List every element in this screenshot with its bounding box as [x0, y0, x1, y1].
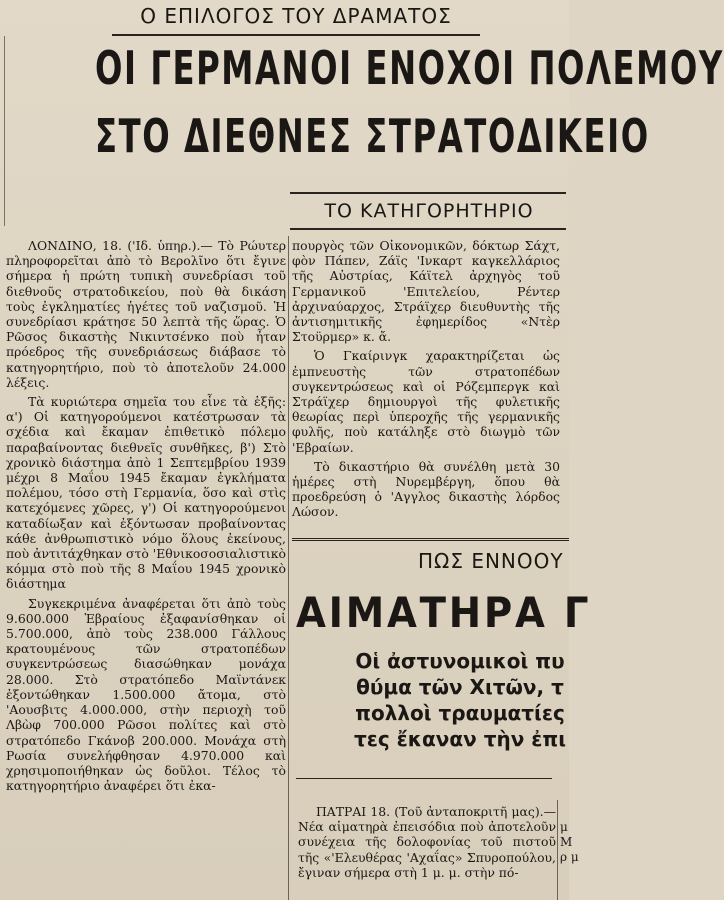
second-article-subheadline: [300, 648, 620, 752]
article-paragraph: Τὰ κυριώτερα σημεῖα του εἶνε τὰ ἑξῆς: α') Οἱ κατηγορούμενοι κατέστρωσαν τὰ σχέδια καὶ ἔκαμαν ἐπιθετικὸ πόλεμο παραβαίνοντας διεθνεῖς συνθῆκες, β') Στὸ χρονικὸ διάστημα ἀπὸ 1 Σεπτεμβρίου 1939 μέχρι 8 Μαΐου 1945 ἔκαμαν ἐγκλήματα πολέμου, τόσο στὴ Γερμανία, ὅσο καὶ στὶς κατεχόμενες χῶρες, γ') Οἱ κατηγορούμενοι καταδίωξαν καὶ ἐξόντωσαν προβαίνοντας κάθε ἀνθρωπιστικὸ νόμο ὅλους ἐκείνους, ποὺ ἀντιτάχθηκαν στὸ 'Εθνικοσοσιαλιστικὸ κόμμα στὸ ποὺ τῆς 8 Μαΐου 1945 χρονικὸ διάστημα: [6, 394, 286, 592]
article-paragraph: ΠΑΤΡΑΙ 18. (Τοῦ ἀνταποκριτῆ μας).— Νέα αἱματηρὰ ἐπεισόδια ποὺ ἀποτελοῦν συνέχεια τῆς δολοφονίας τοῦ πιστοῦ τῆς «'Ελευθέρας 'Αχαΐας» Σπυροπούλου, ἔγιναν σήμερα στὴ 1 μ. μ. στὴν πό-: [298, 804, 556, 880]
subheadline-line: Οἱ ἀστυνομικοὶ πυ: [355, 649, 565, 673]
article-paragraph: Ὁ Γκαίρινγκ χαρακτηρίζεται ὡς ἐμπνευστὴς τῶν στρατοπέδων συγκεντρώσεως καὶ οἱ Ρόζεμπεργκ καὶ Στράϊχερ δημιουργοὶ τῆς φυλετικῆς θεωρίας περὶ ὑπεροχῆς τῆς γερμανικῆς φυλῆς, ποὺ κατάληξε στὸ διωγμὸ τῶν 'Εβραίων.: [292, 348, 560, 455]
main-headline-line-2: ΣΤΟ ΔΙΕΘΝΕΣ ΣΤΡΑΤΟΔΙΚΕΙΟ: [95, 109, 650, 163]
subheadline-line: τες ἔκαναν τὴν ἐπι: [353, 727, 567, 751]
article-paragraph: ΛΟΝΔΙΝΟ, 18. ('Ιδ. ὑπηρ.).— Τὸ Ρώυτερ πληροφορεῖται ἀπὸ τὸ Βερολῖνο ὅτι ἔγινε σήμερα ἡ πρώτη τυπικὴ συνεδρίασι τοῦ διεθνοῦς στρατοδικείου, ποὺ θὰ δικάση τοὺς ἐγκληματίες ἡγέτες τοῦ ναζισμοῦ. Ἡ συνεδρίασι κράτησε 50 λεπτὰ τῆς ὥρας. Ὁ Ρῶσος δικαστὴς Νικιντσένκο ποὺ ἦταν πρόεδρος τῆς συνεδριάσεως διάβασε τὸ κατηγορητήριο, ποὺ τὸ ἀποτελοῦν 24.000 λέξεις.: [6, 238, 286, 390]
subheadline-line: θύμα τῶν Χιτῶν, τ: [356, 675, 564, 699]
second-article-kicker: ΠΩΣ ΕΝΝΟΟΥ: [418, 549, 564, 573]
cropped-column-fragment: μ M ρ μ: [560, 820, 579, 865]
bottom-article-rule: [296, 778, 552, 779]
left-margin-rule: [4, 36, 5, 226]
main-headline-line-1: ΟΙ ΓΕΡΜΑΝΟΙ ΕΝΟΧΟΙ ΠΟΛΕΜΟΥ: [95, 41, 724, 95]
column-divider: [288, 236, 289, 900]
subheadline-line: πολλοὶ τραυματίες: [355, 701, 565, 725]
article-paragraph: πουργὸς τῶν Οἰκονομικῶν, δόκτωρ Σάχτ, φὸν Πάπεν, Ζάϊς 'Ινκαρτ καγκελλάριος τῆς Αὐστρίας, Κάϊτελ ἀρχηγὸς τοῦ Γερμανικοῦ 'Επιτελείου, Ρέντερ ἀρχιναύαρχος, Στράϊχερ διευθυντὴς τῆς ἀντισημιτικῆς ἐφημερίδος «Ντὲρ Στοϋρμερ» κ. ἄ.: [292, 238, 560, 345]
section-title-rule: [290, 228, 566, 230]
kicker-headline: Ο ΕΠΙΛΟΓΟΣ ΤΟΥ ΔΡΑΜΑΤΟΣ: [112, 4, 480, 36]
bottom-column-divider: [557, 800, 558, 900]
second-article-body: [298, 804, 556, 880]
article-left-column: [6, 238, 286, 793]
headline-bottom-rule: [290, 192, 566, 194]
article-paragraph: Συγκεκριμένα ἀναφέρεται ὅτι ἀπὸ τοὺς 9.600.000 Ἑβραίους ἐξαφανίσθηκαν οἱ 5.700.000, ἀπὸ τοὺς 238.000 Γάλλους κρατουμένους τῶν στρατοπέδων συγκεντρώσεως διασώθηκαν μονάχα 28.000. Στὸ στρατόπεδο Μαϊντάνεκ ἐξοντώθηκαν 1.500.000 ἄτομα, στὸ 'Αουσβιτς 4.000.000, στὴν περιοχὴ τοῦ Λβὼφ 700.000 Ρῶσοι πολίτες καὶ στὸ στρατόπεδο Γκάνοβ 200.000. Μονάχα στὴ Ρωσία συνελήφθησαν 4.970.000 καὶ χρησιμοποιήθηκαν ὡς δοῦλοι. Τέλος τὸ κατηγορητήριο ἀναφέρει ὅτι ἐκα-: [6, 595, 286, 794]
second-article-headline: ΑΙΜΑΤΗΡΑ Γ: [296, 588, 592, 637]
article-right-column: [292, 238, 560, 520]
article-paragraph: Τὸ δικαστήριο θὰ συνέλθη μετὰ 30 ἡμέρες στὴ Νυρεμβέργη, ὅπου θὰ προεδρεύση ὁ 'Αγγλος δικαστὴς λόρδος Λώσον.: [292, 458, 560, 520]
second-article-banner: [292, 538, 569, 571]
section-title-indictment: ΤΟ ΚΑΤΗΓΟΡΗΤΗΡΙΟ: [324, 200, 534, 222]
